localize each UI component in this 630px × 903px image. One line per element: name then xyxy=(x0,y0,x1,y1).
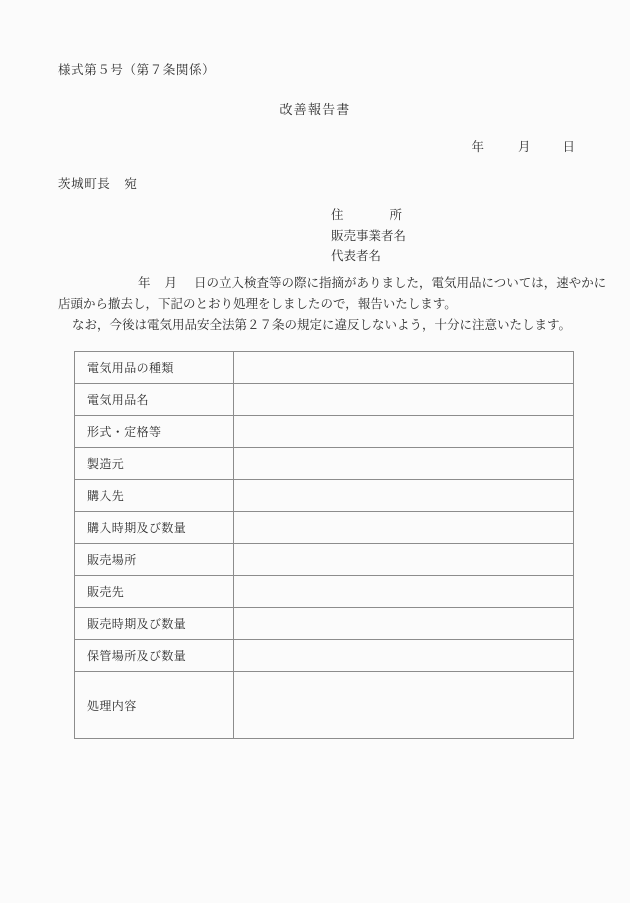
body-line-1-text: 日の立入検査等の際に指摘がありました，電気用品については，速やかに xyxy=(194,276,607,290)
table-row-label: 販売時期及び数量 xyxy=(75,608,234,640)
addressee-recipient: 茨城町長 xyxy=(58,177,111,191)
table-row-value[interactable] xyxy=(234,640,574,672)
table-row-value[interactable] xyxy=(234,512,574,544)
table-row xyxy=(75,480,574,512)
report-details-table xyxy=(74,351,574,739)
table-row-label: 保管場所及び数量 xyxy=(75,640,234,672)
body-text xyxy=(58,273,607,336)
addressee xyxy=(58,174,138,192)
date-month-label: 月 xyxy=(517,140,531,154)
report-details-table-body xyxy=(75,352,574,739)
sender-business-name-row xyxy=(331,226,406,247)
body-year-label: 年 xyxy=(138,276,151,290)
table-row-value[interactable] xyxy=(234,480,574,512)
body-paragraph-line-1 xyxy=(58,273,607,294)
table-row-label: 購入先 xyxy=(75,480,234,512)
table-row-label: 電気用品の種類 xyxy=(75,352,234,384)
sender-representative-label: 代表者名 xyxy=(331,249,382,263)
addressee-honorific: 宛 xyxy=(124,177,138,191)
table-row-label: 販売場所 xyxy=(75,544,234,576)
body-month-label: 月 xyxy=(164,276,178,290)
table-row-value[interactable] xyxy=(234,608,574,640)
table-row xyxy=(75,672,574,739)
body-paragraph-line-3: なお，今後は電気用品安全法第２７条の規定に違反しないよう，十分に注意いたします。 xyxy=(72,318,572,332)
sender-address-row xyxy=(331,205,406,226)
body-paragraph-line-2: 店頭から撤去し，下記のとおり処理をしましたので，報告いたします。 xyxy=(58,297,457,311)
table-row-value[interactable] xyxy=(234,384,574,416)
table-row xyxy=(75,512,574,544)
table-row xyxy=(75,640,574,672)
page-title: 改善報告書 xyxy=(279,102,351,117)
table-row xyxy=(75,608,574,640)
table-row-label: 処理内容 xyxy=(75,672,234,739)
table-row-value[interactable] xyxy=(234,672,574,739)
table-row xyxy=(75,352,574,384)
date-day-label: 日 xyxy=(562,140,575,154)
table-row-label: 販売先 xyxy=(75,576,234,608)
date-year-label: 年 xyxy=(471,140,484,154)
sender-address-label-suffix: 所 xyxy=(389,208,403,222)
sender-business-name-label: 販売事業者名 xyxy=(331,228,407,243)
table-row-value[interactable] xyxy=(234,544,574,576)
table-row-label: 製造元 xyxy=(75,448,234,480)
table-row-label: 形式・定格等 xyxy=(75,416,234,448)
table-row-label: 電気用品名 xyxy=(75,384,234,416)
table-row-value[interactable] xyxy=(234,352,574,384)
table-row-label: 購入時期及び数量 xyxy=(75,512,234,544)
table-row xyxy=(75,448,574,480)
table-row xyxy=(75,576,574,608)
form-number: 様式第５号（第７条関係） xyxy=(58,63,216,77)
sender-address-label: 住 xyxy=(331,208,344,222)
date-line xyxy=(471,137,575,155)
table-row xyxy=(75,416,574,448)
sender-block xyxy=(331,205,406,267)
table-row xyxy=(75,544,574,576)
table-row-value[interactable] xyxy=(234,416,574,448)
sender-representative-row xyxy=(331,246,406,267)
table-row-value[interactable] xyxy=(234,448,574,480)
table-row-value[interactable] xyxy=(234,576,574,608)
table-row xyxy=(75,384,574,416)
